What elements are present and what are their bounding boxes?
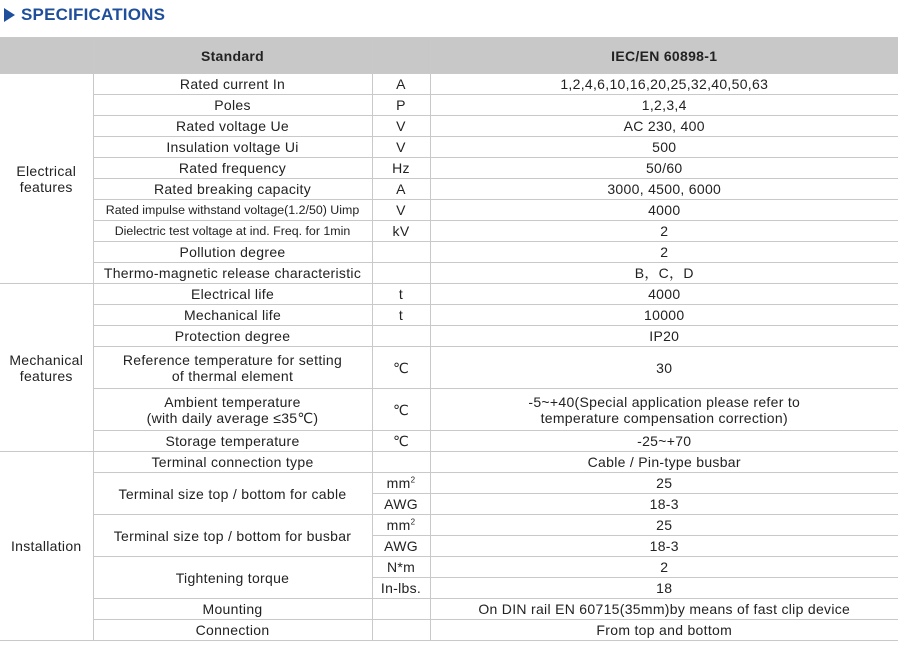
param-cell: Storage temperature <box>93 431 372 452</box>
category-installation: Installation <box>0 452 93 641</box>
category-electrical: Electrical features <box>0 74 93 284</box>
value-cell: 25 <box>430 473 898 494</box>
table-row <box>0 515 898 536</box>
param-cell: Terminal size top / bottom for busbar <box>93 515 372 557</box>
value-cell: 18-3 <box>430 536 898 557</box>
specifications-table <box>0 37 898 641</box>
value-cell: 2 <box>430 242 898 263</box>
unit-cell <box>372 452 430 473</box>
param-cell: Terminal size top / bottom for cable <box>93 473 372 515</box>
value-cell: From top and bottom <box>430 620 898 641</box>
table-row <box>0 95 898 116</box>
table-row <box>0 221 898 242</box>
category-mechanical: Mechanical features <box>0 284 93 452</box>
param-cell: Rated current In <box>93 74 372 95</box>
unit-cell: V <box>372 137 430 158</box>
param-cell: Rated frequency <box>93 158 372 179</box>
unit-cell: ℃ <box>372 431 430 452</box>
unit-superscript: 2 <box>410 475 416 485</box>
param-cell: Tightening torque <box>93 557 372 599</box>
unit-cell: A <box>372 74 430 95</box>
param-cell: Pollution degree <box>93 242 372 263</box>
param-cell: Thermo-magnetic release characteristic <box>93 263 372 284</box>
param-cell: Rated breaking capacity <box>93 179 372 200</box>
unit-cell: Hz <box>372 158 430 179</box>
unit-cell: ℃ <box>372 389 430 431</box>
table-row <box>0 431 898 452</box>
table-row <box>0 137 898 158</box>
unit-cell <box>372 473 430 494</box>
unit-cell: kV <box>372 221 430 242</box>
table-row <box>0 347 898 389</box>
header-standard-value: IEC/EN 60898-1 <box>430 38 898 74</box>
value-cell: -25~+70 <box>430 431 898 452</box>
unit-cell <box>372 599 430 620</box>
table-row <box>0 284 898 305</box>
param-cell: Rated impulse withstand voltage(1.2/50) Uimp <box>93 200 372 221</box>
unit-cell: In-lbs. <box>372 578 430 599</box>
value-cell: 2 <box>430 221 898 242</box>
param-cell: Protection degree <box>93 326 372 347</box>
section-heading <box>4 3 165 27</box>
table-row <box>0 200 898 221</box>
unit-cell: AWG <box>372 536 430 557</box>
param-cell: Electrical life <box>93 284 372 305</box>
value-cell: AC 230, 400 <box>430 116 898 137</box>
value-cell: 1,2,3,4 <box>430 95 898 116</box>
table-row <box>0 263 898 284</box>
value-cell: 4000 <box>430 284 898 305</box>
value-cell: 1,2,4,6,10,16,20,25,32,40,50,63 <box>430 74 898 95</box>
unit-cell: V <box>372 200 430 221</box>
section-heading-text: SPECIFICATIONS <box>21 5 166 24</box>
unit-cell <box>372 242 430 263</box>
param-cell: Reference temperature for setting of thermal element <box>93 347 372 389</box>
value-cell: 25 <box>430 515 898 536</box>
table-row <box>0 158 898 179</box>
param-cell: Mechanical life <box>93 305 372 326</box>
table-row <box>0 179 898 200</box>
param-cell: Rated voltage Ue <box>93 116 372 137</box>
param-cell: Dielectric test voltage at ind. Freq. for 1min <box>93 221 372 242</box>
value-cell: 2 <box>430 557 898 578</box>
value-cell: 50/60 <box>430 158 898 179</box>
param-cell: Insulation voltage Ui <box>93 137 372 158</box>
unit-base: mm <box>386 475 411 491</box>
value-cell: IP20 <box>430 326 898 347</box>
value-cell: 30 <box>430 347 898 389</box>
value-cell: On DIN rail EN 60715(35mm)by means of fast clip device <box>430 599 898 620</box>
header-blank-cell <box>0 38 93 74</box>
value-cell: 18-3 <box>430 494 898 515</box>
table-row <box>0 620 898 641</box>
unit-cell: N*m <box>372 557 430 578</box>
param-cell: Poles <box>93 95 372 116</box>
unit-superscript: 2 <box>410 517 416 527</box>
table-row <box>0 452 898 473</box>
table-row <box>0 116 898 137</box>
table-row <box>0 599 898 620</box>
table-header-row <box>0 38 898 74</box>
unit-cell <box>372 326 430 347</box>
param-cell: Connection <box>93 620 372 641</box>
value-cell: 500 <box>430 137 898 158</box>
table-row <box>0 557 898 578</box>
value-cell: B，C，D <box>430 263 898 284</box>
table-row <box>0 305 898 326</box>
unit-cell <box>372 515 430 536</box>
table-row <box>0 74 898 95</box>
triangle-bullet-icon <box>4 8 15 22</box>
unit-cell: AWG <box>372 494 430 515</box>
unit-base: mm <box>386 517 411 533</box>
unit-cell: ℃ <box>372 347 430 389</box>
value-cell: 10000 <box>430 305 898 326</box>
param-cell: Ambient temperature (with daily average ≤35℃) <box>93 389 372 431</box>
value-cell: -5~+40(Special application please refer to temperature compensation correction) <box>430 389 898 431</box>
unit-cell <box>372 263 430 284</box>
value-cell: 18 <box>430 578 898 599</box>
param-cell: Terminal connection type <box>93 452 372 473</box>
header-standard: Standard <box>93 38 372 74</box>
unit-cell: A <box>372 179 430 200</box>
value-cell: 4000 <box>430 200 898 221</box>
table-row <box>0 389 898 431</box>
unit-cell: V <box>372 116 430 137</box>
unit-cell: P <box>372 95 430 116</box>
unit-cell <box>372 620 430 641</box>
value-cell: Cable / Pin-type busbar <box>430 452 898 473</box>
table-row <box>0 473 898 494</box>
table-row <box>0 326 898 347</box>
unit-cell: t <box>372 284 430 305</box>
value-cell: 3000, 4500, 6000 <box>430 179 898 200</box>
header-unit-cell <box>372 38 430 74</box>
param-cell: Mounting <box>93 599 372 620</box>
unit-cell: t <box>372 305 430 326</box>
table-row <box>0 242 898 263</box>
